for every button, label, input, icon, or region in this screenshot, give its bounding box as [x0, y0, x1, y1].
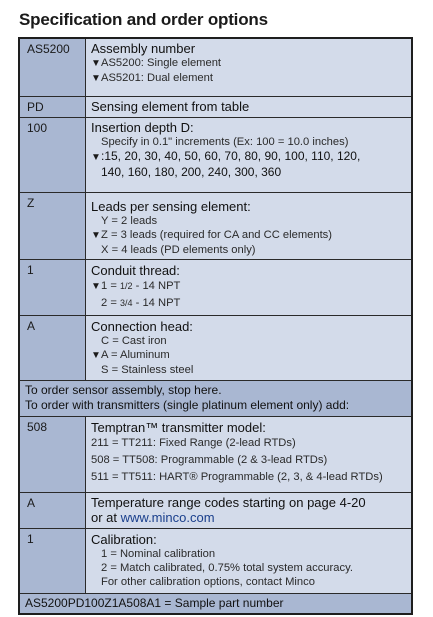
code-cell: A: [20, 493, 86, 528]
option-item: 1 = Nominal calibration: [101, 548, 216, 560]
code-cell: 100: [20, 118, 86, 192]
row-heading: Temperature range codes starting on page 4-20: [91, 495, 366, 510]
selected-triangle-icon: ▼: [91, 58, 101, 69]
option-text: AS5201: Dual element: [101, 72, 213, 84]
option-item: 211 = TT211: Fixed Range (2-lead RTDs): [91, 437, 296, 449]
row-heading: Calibration:: [91, 532, 157, 547]
selected-triangle-icon: ▼: [91, 350, 101, 361]
option-item: S = Stainless steel: [101, 364, 194, 376]
option-item: 2 = Match calibrated, 0.75% total system accuracy.: [101, 562, 353, 574]
option-values: [91, 149, 408, 165]
desc-cell: [86, 260, 411, 315]
row-transmitter: [20, 417, 411, 493]
page-title: Specification and order options: [19, 10, 268, 29]
code-cell: 1: [20, 529, 86, 593]
row-sensing: [20, 97, 411, 118]
row-heading: Connection head:: [91, 319, 193, 334]
code-cell: 1: [20, 260, 86, 315]
selected-triangle-icon: ▼: [91, 281, 101, 292]
desc-cell: [86, 118, 411, 192]
fraction: 3/4: [119, 298, 133, 308]
option-item: For other calibration options, contact Minco: [101, 576, 315, 588]
option-selected: [91, 71, 408, 86]
code-cell: Z: [20, 193, 86, 259]
option-text: A = Aluminum: [101, 349, 170, 361]
option-values-cont: [91, 165, 408, 180]
option-text: - 14 NPT: [132, 280, 181, 292]
row-heading: Sensing element from table: [91, 99, 250, 114]
row-heading: Leads per sensing element:: [91, 199, 251, 214]
row-heading: Temptran™ transmitter model:: [91, 420, 266, 435]
selected-triangle-icon: ▼: [91, 230, 101, 241]
stop-note-line: To order sensor assembly, stop here.: [25, 383, 222, 397]
row-insertion: [20, 118, 411, 193]
desc-cell: [86, 529, 411, 593]
row-stop-note: [20, 381, 411, 417]
spec-table: [18, 37, 413, 615]
row-calibration: [20, 529, 411, 594]
option-text: 1 =: [101, 280, 120, 292]
desc-cell: [86, 97, 411, 117]
option-selected: [91, 348, 408, 363]
selected-triangle-icon: ▼: [91, 73, 101, 84]
row-conduit: [20, 260, 411, 316]
option-item: C = Cast iron: [101, 335, 167, 347]
desc-cell: [86, 493, 411, 528]
link-prefix: or at: [91, 510, 121, 525]
option-note: Specify in 0.1" increments (Ex: 100 = 10.0 inches): [101, 136, 349, 148]
row-sample: [20, 594, 411, 613]
selected-triangle-icon: ▼: [91, 152, 101, 163]
option-selected: [91, 278, 408, 295]
stop-note: [20, 381, 354, 416]
option-selected: [91, 56, 408, 71]
option-item: 511 = TT511: HART® Programmable (2, 3, & 4-lead RTDs): [91, 471, 383, 483]
row-heading: Assembly number: [91, 41, 196, 56]
option-text: AS5200: Single element: [101, 57, 222, 69]
option-text: 2 =: [101, 297, 120, 309]
option-item: 508 = TT508: Programmable (2 & 3-lead RTDs): [91, 454, 328, 466]
row-assembly: [20, 39, 411, 97]
minco-link[interactable]: www.minco.com: [120, 510, 215, 525]
desc-cell: [86, 193, 411, 259]
option-text: Z = 3 leads (required for CA and CC elements): [101, 229, 333, 241]
code-cell: AS5200: [20, 39, 86, 96]
values-line: :15, 20, 30, 40, 50, 60, 70, 80, 90, 100, 110, 120,: [101, 149, 361, 163]
values-line: 140, 160, 180, 200, 240, 300, 360: [101, 165, 282, 179]
option-item: [91, 295, 408, 312]
sample-part-number: AS5200PD100Z1A508A1 = Sample part number: [20, 594, 289, 613]
desc-cell: [86, 39, 411, 96]
row-connection: [20, 316, 411, 381]
option-selected: [91, 228, 408, 243]
option-item: X = 4 leads (PD elements only): [101, 244, 256, 256]
desc-cell: [86, 316, 411, 380]
fraction: 1/2: [119, 281, 133, 291]
stop-note-line: To order with transmitters (single platinum element only) add:: [25, 398, 350, 412]
link-line: [91, 510, 408, 525]
code-cell: PD: [20, 97, 86, 117]
row-heading: Conduit thread:: [91, 263, 180, 278]
row-temp-range: [20, 493, 411, 529]
code-cell: 508: [20, 417, 86, 492]
code-cell: A: [20, 316, 86, 380]
option-text: - 14 NPT: [132, 297, 181, 309]
row-heading: Insertion depth D:: [91, 120, 194, 135]
option-item: Y = 2 leads: [101, 215, 158, 227]
desc-cell: [86, 417, 411, 492]
row-leads: [20, 193, 411, 260]
